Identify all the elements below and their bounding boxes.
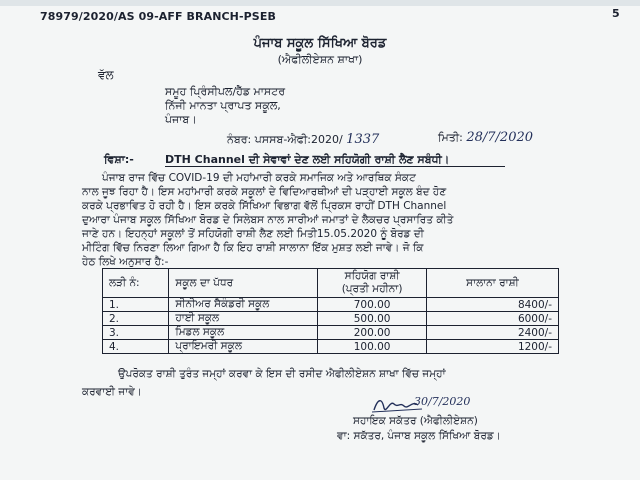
subject-label: ਵਿਸ਼ਾ:-	[104, 153, 134, 166]
ref-no-label: ਨੰਬਰ: ਪਸਸਬ-ਐਫੀ:2020/	[227, 133, 343, 146]
cell-annual: 8400/-	[426, 298, 558, 312]
cell-level: ਸੀਨੀਅਰ ਸੈਕੰਡਰੀ ਸਕੂਲ	[169, 298, 318, 312]
cell-monthly: 100.00	[318, 340, 426, 354]
closing-line: ਕਰਵਾਈ ਜਾਵੇ।	[82, 386, 142, 398]
cell-monthly: 500.00	[318, 312, 426, 326]
ref-no-value: 1337	[346, 132, 380, 147]
body-line: ਮੀਟਿੰਗ ਵਿੱਚ ਨਿਰਣਾ ਲਿਆ ਗਿਆ ਹੈ ਕਿ ਇਹ ਰਾਸ਼ੀ ਸਾਲਾਨਾ ਇੱਕ ਮੁਸ਼ਤ ਲਈ ਜਾਵੇ। ਜੋ ਕਿ	[82, 242, 424, 254]
branch-name: (ਐਫੀਲੀਏਸ਼ਨ ਸ਼ਾਖਾ)	[277, 53, 363, 66]
body-line: ਨਾਲ ਜੂਝ ਰਿਹਾ ਹੈ। ਇਸ ਮਹਾਂਮਾਰੀ ਕਰਕੇ ਸਕੂਲਾਂ ਦੇ ਵਿਦਿਆਰਥੀਆਂ ਦੀ ਪੜ੍ਹਾਈ ਸਕੂਲ ਬੰਦ ਹੋਣ	[82, 186, 447, 198]
table-header-row	[103, 269, 559, 298]
signature	[370, 394, 478, 416]
cell-level: ਹਾਈ ਸਕੂਲ	[169, 312, 318, 326]
signatory-office: ਵਾ: ਸਕੱਤਰ, ਪੰਜਾਬ ਸਕੂਲ ਸਿੱਖਿਆ ਬੋਰਡ।	[337, 430, 501, 442]
to-label: ਵੱਲ	[98, 68, 114, 82]
recipient-line: ਨਿੱਜੀ ਮਾਨਤਾ ਪ੍ਰਾਪਤ ਸਕੂਲ,	[165, 99, 281, 112]
subject-text: DTH Channel ਦੀ ਸੇਵਾਵਾਂ ਦੇਣ ਲਈ ਸਹਿਯੋਗੀ ਰਾਸ਼ੀ ਲੈਣ ਸਬੰਧੀ।	[165, 153, 450, 166]
col-serial-header: ਲੜੀ ਨੰ:	[103, 269, 169, 298]
col-monthly-title: ਸਹਿਯੋਗ ਰਾਸ਼ੀ	[344, 270, 400, 282]
date-label: ਮਿਤੀ:	[438, 131, 463, 144]
reference-number	[227, 132, 379, 147]
table-row	[103, 326, 559, 340]
cell-level: ਪ੍ਰਾਇਮਰੀ ਸਕੂਲ	[169, 340, 318, 354]
body-paragraph	[82, 171, 542, 269]
scan-top-strip	[0, 0, 640, 6]
closing-line: ਉਪਰੋਕਤ ਰਾਸ਼ੀ ਤੁਰੰਤ ਜਮ੍ਹਾਂ ਕਰਵਾ ਕੇ ਇਸ ਦੀ ਰਸੀਦ ਐਫੀਲੀਏਸ਼ਨ ਸ਼ਾਖਾ ਵਿੱਚ ਜਮ੍ਹਾਂ	[118, 368, 446, 380]
cell-annual: 1200/-	[426, 340, 558, 354]
col-monthly-header	[318, 269, 426, 298]
cell-serial: 3.	[103, 326, 169, 340]
cell-annual: 6000/-	[426, 312, 558, 326]
date-value: 28/7/2020	[466, 130, 534, 145]
col-level-header: ਸਕੂਲ ਦਾ ਪੱਧਰ	[169, 269, 318, 298]
subject-underline	[165, 166, 505, 167]
cell-serial: 2.	[103, 312, 169, 326]
letter-date	[438, 130, 533, 145]
page-number: 5	[612, 7, 620, 20]
cell-serial: 4.	[103, 340, 169, 354]
signature-date: 30/7/2020	[414, 395, 471, 408]
body-line: ਪੰਜਾਬ ਰਾਜ ਵਿੱਚ COVID-19 ਦੀ ਮਹਾਂਮਾਰੀ ਕਰਕੇ ਸਮਾਜਿਕ ਅਤੇ ਆਰਥਿਕ ਸੰਕਟ	[102, 172, 416, 184]
col-annual-header: ਸਾਲਾਨਾ ਰਾਸ਼ੀ	[426, 269, 558, 298]
cell-monthly: 700.00	[318, 298, 426, 312]
reference-id: 78979/2020/AS 09-AFF BRANCH-PSEB	[40, 10, 276, 23]
body-line: ਹੇਠ ਲਿਖੇ ਅਨੁਸਾਰ ਹੈ:-	[82, 256, 169, 268]
table-row	[103, 298, 559, 312]
body-line: ਦੁਆਰਾ ਪੰਜਾਬ ਸਕੂਲ ਸਿੱਖਿਆ ਬੋਰਡ ਦੇ ਸਿਲੇਬਸ ਨਾਲ ਸਾਰੀਆਂ ਜਮਾਤਾਂ ਦੇ ਲੈਕਚਰ ਪ੍ਰਸਾਰਿਤ ਕੀਤੇ	[82, 214, 454, 226]
recipient-line: ਪੰਜਾਬ।	[165, 113, 197, 126]
table-row	[103, 340, 559, 354]
cell-annual: 2400/-	[426, 326, 558, 340]
recipient-line: ਸਮੂਹ ਪ੍ਰਿੰਸੀਪਲ/ਹੈੱਡ ਮਾਸਟਰ	[165, 85, 286, 98]
contribution-table	[102, 268, 559, 354]
body-line: ਜਾਣੇ ਹਨ। ਇਹਨ੍ਹਾਂ ਸਕੂਲਾਂ ਤੋਂ ਸਹਿਯੋਗੀ ਰਾਸ਼ੀ ਲੈਣ ਲਈ ਮਿਤੀ15.05.2020 ਨੂੰ ਬੋਰਡ ਦੀ	[82, 228, 424, 240]
cell-serial: 1.	[103, 298, 169, 312]
cell-monthly: 200.00	[318, 326, 426, 340]
signatory-designation: ਸਹਾਇਕ ਸਕੱਤਰ (ਐਫੀਲੀਏਸ਼ਨ)	[353, 415, 478, 427]
table-row	[103, 312, 559, 326]
cell-level: ਮਿਡਲ ਸਕੂਲ	[169, 326, 318, 340]
organisation-title: ਪੰਜਾਬ ਸਕੂਲ ਸਿੱਖਿਆ ਬੋਰਡ	[253, 36, 387, 51]
body-line: ਕਰਕੇ ਪ੍ਰਭਾਵਿਤ ਹੋ ਰਹੀ ਹੈ। ਇਸ ਕਰਕੇ ਸਿੱਖਿਆ ਵਿਭਾਗ ਵੱਲੋਂ ਪ੍ਰਿਕਸ ਰਾਹੀਂ DTH Channel	[82, 200, 447, 212]
col-monthly-sub: (ਪ੍ਰਤੀ ਮਹੀਨਾ)	[341, 283, 403, 295]
